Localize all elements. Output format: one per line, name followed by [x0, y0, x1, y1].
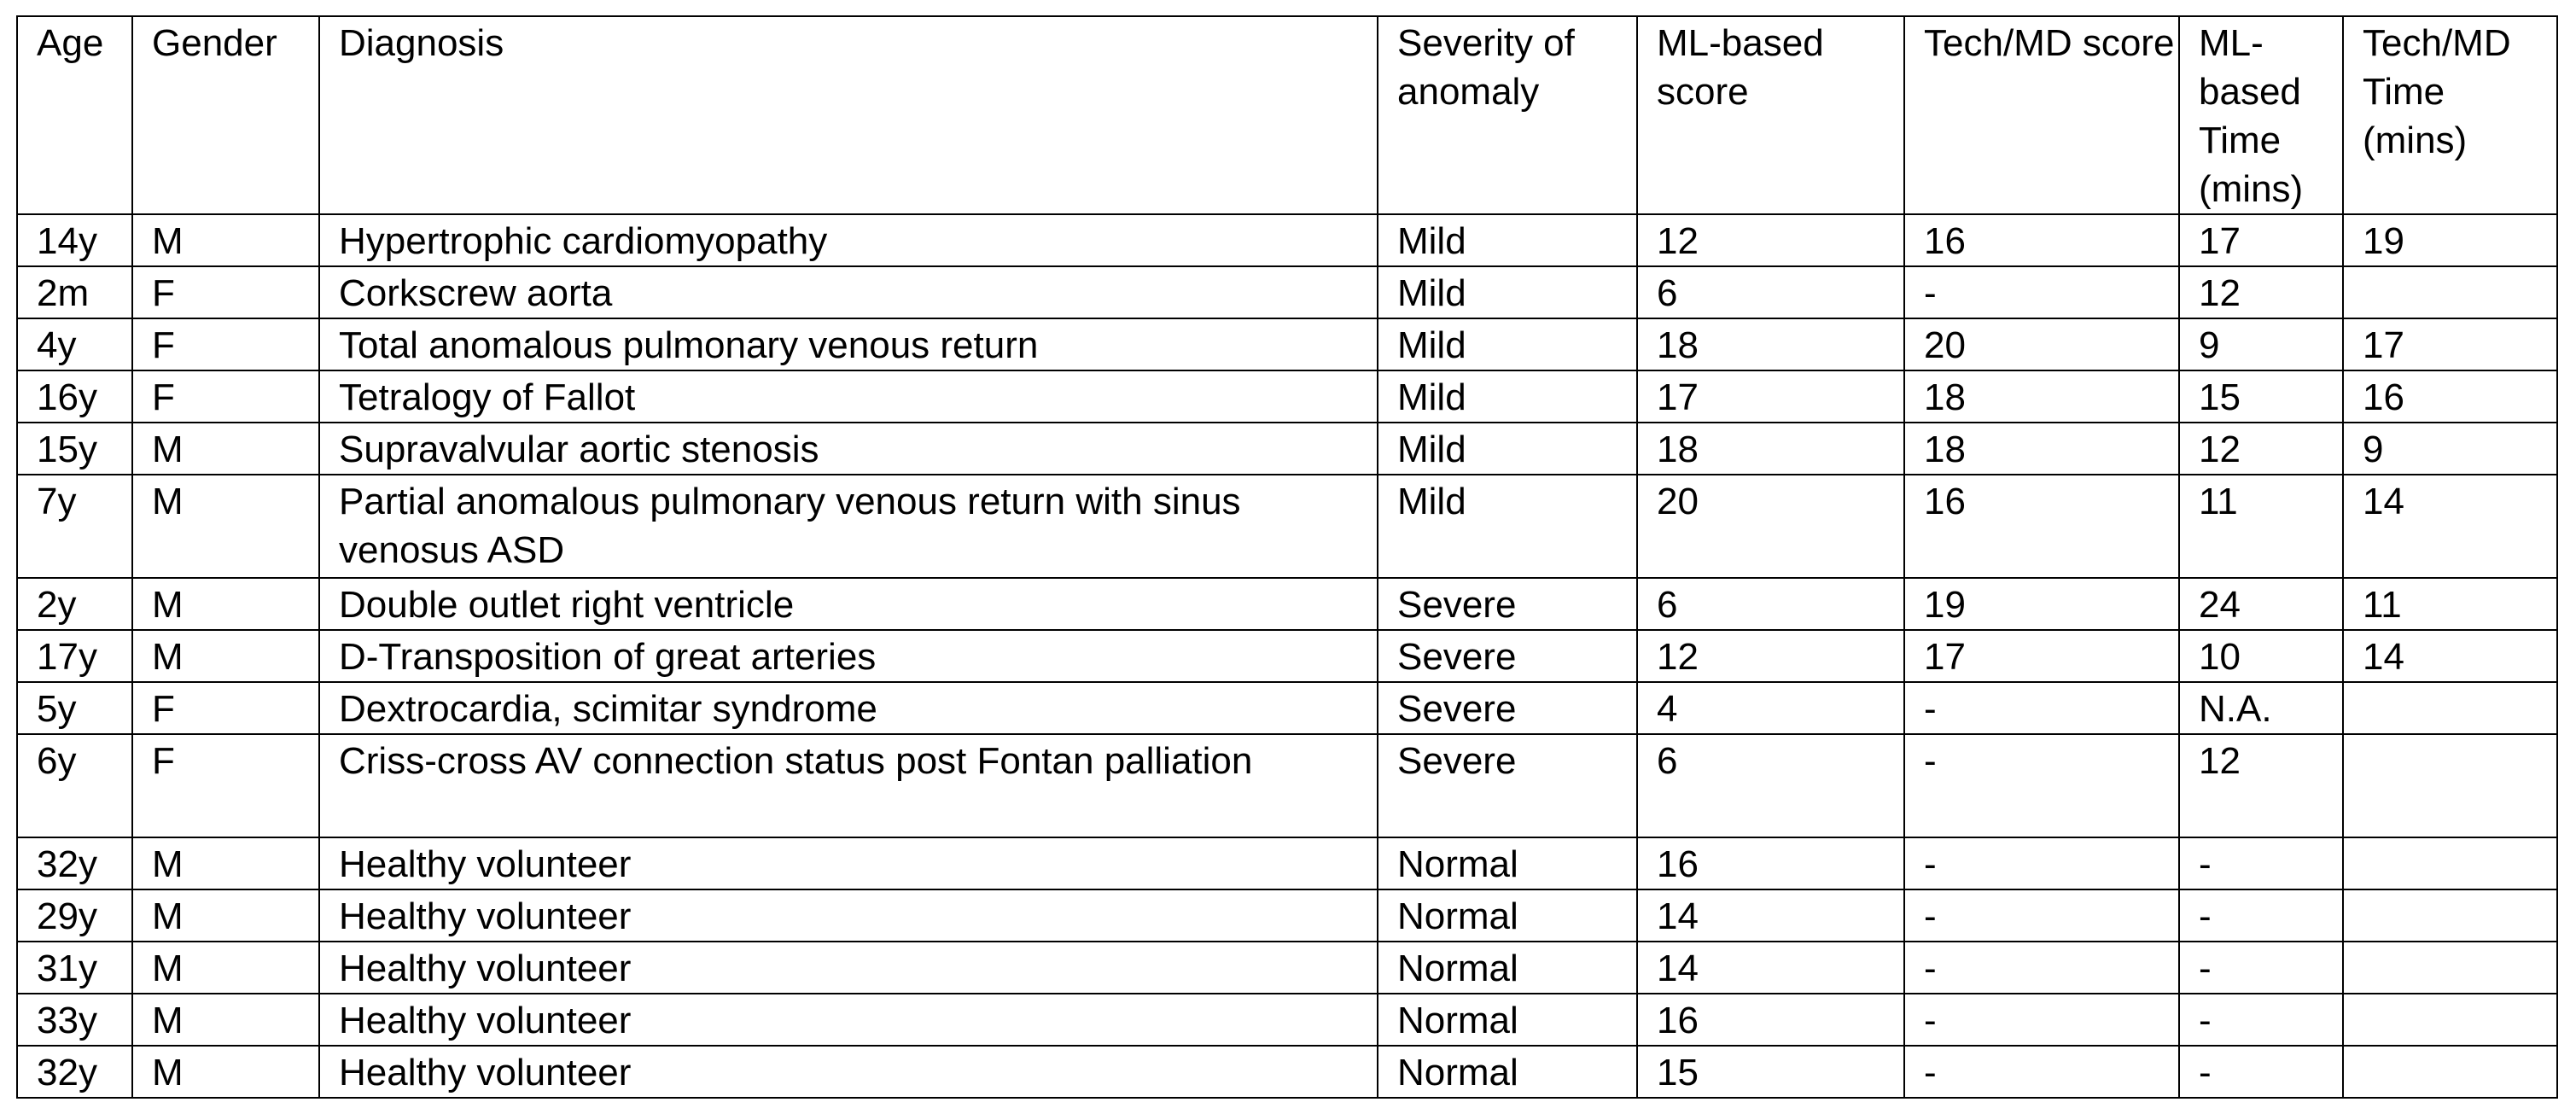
cell-diagnosis: Healthy volunteer	[319, 942, 1378, 994]
cell-ml-score: 18	[1637, 318, 1904, 370]
cell-gender: M	[132, 578, 319, 630]
cell-techmd-score: -	[1904, 682, 2179, 734]
cell-gender: F	[132, 682, 319, 734]
cell-gender: M	[132, 994, 319, 1046]
cell-diagnosis: Supravalvular aortic stenosis	[319, 423, 1378, 475]
cell-ml-time: -	[2179, 942, 2343, 994]
cell-age: 5y	[17, 682, 132, 734]
header-ml-score: ML-based score	[1637, 16, 1904, 214]
header-gender: Gender	[132, 16, 319, 214]
cell-techmd-time: 14	[2343, 475, 2557, 578]
cell-ml-score: 18	[1637, 423, 1904, 475]
cell-techmd-time: 11	[2343, 578, 2557, 630]
cell-ml-time: 12	[2179, 734, 2343, 837]
cell-severity: Normal	[1378, 889, 1637, 942]
cell-techmd-time	[2343, 889, 2557, 942]
cell-ml-time: -	[2179, 889, 2343, 942]
cell-ml-time: -	[2179, 994, 2343, 1046]
cell-ml-score: 12	[1637, 630, 1904, 682]
table-row	[17, 475, 2557, 578]
cell-techmd-score: 17	[1904, 630, 2179, 682]
cell-severity: Mild	[1378, 423, 1637, 475]
cell-techmd-time	[2343, 1046, 2557, 1098]
cell-ml-time: -	[2179, 1046, 2343, 1098]
cell-ml-score: 14	[1637, 942, 1904, 994]
cell-ml-score: 20	[1637, 475, 1904, 578]
cell-severity: Severe	[1378, 578, 1637, 630]
header-techmd-time: Tech/MD Time (mins)	[2343, 16, 2557, 214]
cell-gender: M	[132, 423, 319, 475]
cell-ml-time: N.A.	[2179, 682, 2343, 734]
cell-ml-time: 9	[2179, 318, 2343, 370]
cell-severity: Normal	[1378, 837, 1637, 889]
cell-techmd-time	[2343, 837, 2557, 889]
cell-diagnosis: Corkscrew aorta	[319, 266, 1378, 318]
cell-severity: Mild	[1378, 214, 1637, 266]
cell-techmd-score: -	[1904, 837, 2179, 889]
cell-diagnosis: Dextrocardia, scimitar syndrome	[319, 682, 1378, 734]
cell-severity: Severe	[1378, 682, 1637, 734]
table-row	[17, 994, 2557, 1046]
cell-diagnosis: Healthy volunteer	[319, 1046, 1378, 1098]
table-row	[17, 370, 2557, 423]
cell-ml-score: 4	[1637, 682, 1904, 734]
header-techmd-score: Tech/MD score	[1904, 16, 2179, 214]
cell-techmd-score: -	[1904, 942, 2179, 994]
cell-diagnosis: Tetralogy of Fallot	[319, 370, 1378, 423]
cell-age: 32y	[17, 1046, 132, 1098]
cell-techmd-score: 16	[1904, 475, 2179, 578]
cell-age: 2y	[17, 578, 132, 630]
cell-techmd-time	[2343, 994, 2557, 1046]
header-severity: Severity of anomaly	[1378, 16, 1637, 214]
cell-ml-score: 14	[1637, 889, 1904, 942]
cell-ml-time: -	[2179, 837, 2343, 889]
table-row	[17, 942, 2557, 994]
cell-techmd-score: -	[1904, 266, 2179, 318]
patient-table	[16, 15, 2558, 1099]
table-row	[17, 889, 2557, 942]
cell-age: 7y	[17, 475, 132, 578]
cell-techmd-score: 18	[1904, 370, 2179, 423]
cell-techmd-score: -	[1904, 1046, 2179, 1098]
cell-techmd-score: 16	[1904, 214, 2179, 266]
table-row	[17, 266, 2557, 318]
cell-gender: M	[132, 1046, 319, 1098]
cell-ml-score: 12	[1637, 214, 1904, 266]
cell-diagnosis: D-Transposition of great arteries	[319, 630, 1378, 682]
cell-techmd-score: 18	[1904, 423, 2179, 475]
header-diagnosis: Diagnosis	[319, 16, 1378, 214]
table-row	[17, 682, 2557, 734]
cell-diagnosis: Total anomalous pulmonary venous return	[319, 318, 1378, 370]
cell-techmd-score: -	[1904, 889, 2179, 942]
cell-techmd-time	[2343, 266, 2557, 318]
cell-severity: Severe	[1378, 630, 1637, 682]
header-ml-time: ML-based Time (mins)	[2179, 16, 2343, 214]
table-row	[17, 423, 2557, 475]
cell-severity: Severe	[1378, 734, 1637, 837]
table-header-row	[17, 16, 2557, 214]
cell-techmd-time: 9	[2343, 423, 2557, 475]
cell-diagnosis: Hypertrophic cardiomyopathy	[319, 214, 1378, 266]
cell-age: 31y	[17, 942, 132, 994]
cell-age: 15y	[17, 423, 132, 475]
cell-ml-time: 12	[2179, 266, 2343, 318]
cell-ml-score: 15	[1637, 1046, 1904, 1098]
table-row	[17, 214, 2557, 266]
cell-ml-score: 16	[1637, 994, 1904, 1046]
cell-gender: M	[132, 837, 319, 889]
cell-diagnosis: Double outlet right ventricle	[319, 578, 1378, 630]
cell-age: 16y	[17, 370, 132, 423]
cell-techmd-time: 17	[2343, 318, 2557, 370]
cell-ml-time: 17	[2179, 214, 2343, 266]
cell-severity: Mild	[1378, 475, 1637, 578]
cell-age: 2m	[17, 266, 132, 318]
cell-techmd-time	[2343, 682, 2557, 734]
cell-gender: M	[132, 942, 319, 994]
cell-age: 14y	[17, 214, 132, 266]
cell-age: 32y	[17, 837, 132, 889]
cell-severity: Normal	[1378, 942, 1637, 994]
cell-age: 6y	[17, 734, 132, 837]
cell-severity: Normal	[1378, 1046, 1637, 1098]
cell-severity: Mild	[1378, 266, 1637, 318]
cell-ml-score: 16	[1637, 837, 1904, 889]
cell-severity: Mild	[1378, 318, 1637, 370]
cell-diagnosis: Healthy volunteer	[319, 889, 1378, 942]
cell-techmd-time: 14	[2343, 630, 2557, 682]
cell-gender: M	[132, 475, 319, 578]
table-row	[17, 734, 2557, 837]
cell-diagnosis: Healthy volunteer	[319, 994, 1378, 1046]
cell-ml-time: 15	[2179, 370, 2343, 423]
cell-gender: F	[132, 266, 319, 318]
cell-age: 29y	[17, 889, 132, 942]
cell-ml-time: 11	[2179, 475, 2343, 578]
table-row	[17, 578, 2557, 630]
cell-severity: Normal	[1378, 994, 1637, 1046]
cell-age: 33y	[17, 994, 132, 1046]
cell-ml-time: 24	[2179, 578, 2343, 630]
cell-severity: Mild	[1378, 370, 1637, 423]
table-row	[17, 630, 2557, 682]
cell-techmd-score: -	[1904, 994, 2179, 1046]
header-age: Age	[17, 16, 132, 214]
cell-gender: M	[132, 889, 319, 942]
cell-ml-score: 6	[1637, 734, 1904, 837]
cell-ml-score: 6	[1637, 266, 1904, 318]
cell-techmd-time	[2343, 942, 2557, 994]
cell-techmd-time	[2343, 734, 2557, 837]
cell-ml-time: 12	[2179, 423, 2343, 475]
cell-gender: M	[132, 214, 319, 266]
cell-techmd-score: 20	[1904, 318, 2179, 370]
cell-ml-score: 17	[1637, 370, 1904, 423]
cell-gender: F	[132, 734, 319, 837]
table-row	[17, 318, 2557, 370]
cell-techmd-time: 19	[2343, 214, 2557, 266]
cell-techmd-score: 19	[1904, 578, 2179, 630]
cell-diagnosis: Healthy volunteer	[319, 837, 1378, 889]
cell-gender: M	[132, 630, 319, 682]
cell-gender: F	[132, 370, 319, 423]
cell-ml-time: 10	[2179, 630, 2343, 682]
table-row	[17, 1046, 2557, 1098]
cell-age: 17y	[17, 630, 132, 682]
cell-diagnosis: Criss-cross AV connection status post Fontan palliation	[319, 734, 1378, 837]
cell-age: 4y	[17, 318, 132, 370]
cell-ml-score: 6	[1637, 578, 1904, 630]
cell-diagnosis: Partial anomalous pulmonary venous return with sinus venosus ASD	[319, 475, 1378, 578]
cell-techmd-score: -	[1904, 734, 2179, 837]
cell-gender: F	[132, 318, 319, 370]
table-row	[17, 837, 2557, 889]
cell-techmd-time: 16	[2343, 370, 2557, 423]
